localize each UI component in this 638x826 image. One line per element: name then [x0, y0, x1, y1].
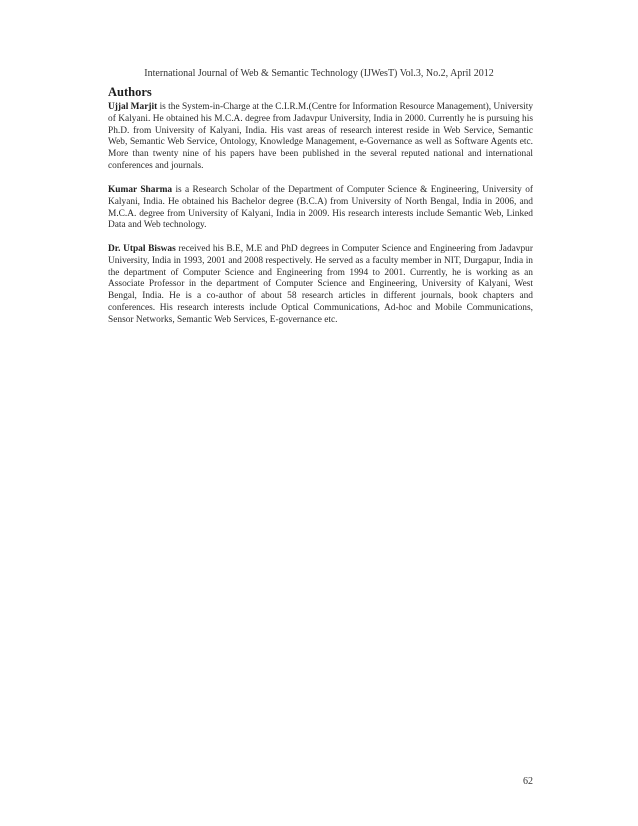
author-name: Ujjal Marjit [108, 102, 158, 112]
author-name: Dr. Utpal Biswas [108, 244, 176, 254]
page-number: 62 [523, 776, 533, 787]
author-bio [108, 102, 533, 173]
section-heading-authors: Authors [108, 85, 152, 99]
author-bio-text: is the System-in-Charge at the C.I.R.M.(Centre for Information Resource Management), University of Kalyani. He obtained his M.C.A. degree from Jadavpur University, India in 2000. Currently he is pursuing his Ph.D. from University of Kalyani, India. His vast areas of research interest reside in Web Service, Semantic Web, Semantic Web Service, Ontology, Knowledge Management, e-Governance as well as Software Agents etc. More than twenty nine of his papers have been published in the several reputed national and international conferences and journals. [108, 102, 534, 171]
running-header: International Journal of Web & Semantic Technology (IJWesT) Vol.3, No.2, April 2012 [144, 68, 494, 79]
author-bio [108, 185, 533, 232]
author-name: Kumar Sharma [108, 185, 173, 195]
author-bio-text: is a Research Scholar of the Department of Computer Science & Engineering, University of Kalyani, India. He obtained his Bachelor degree (B.C.A) from University of North Bengal, India in 2006, and M.C.A. degree from University of Kalyani, India in 2009. His research interests include Semantic Web, Linked Data and Web technology. [108, 185, 534, 231]
author-bio [108, 244, 533, 327]
author-bio-text: received his B.E, M.E and PhD degrees in Computer Science and Engineering from Jadavpur University, India in 1993, 2001 and 2008 respectively. He served as a faculty member in NIT, Durgapur, India in the department of Computer Science and Engineering from 1994 to 2001. Currently, he is working as an Associate Professor in the department of Computer Science and Engineering, University of Kalyani, West Bengal, India. He is a co-author of about 58 research articles in different journals, book chapters and conferences. His research interests include Optical Communications, Ad-hoc and Mobile Communications, Sensor Networks, Semantic Web Services, E-governance etc. [108, 244, 533, 325]
